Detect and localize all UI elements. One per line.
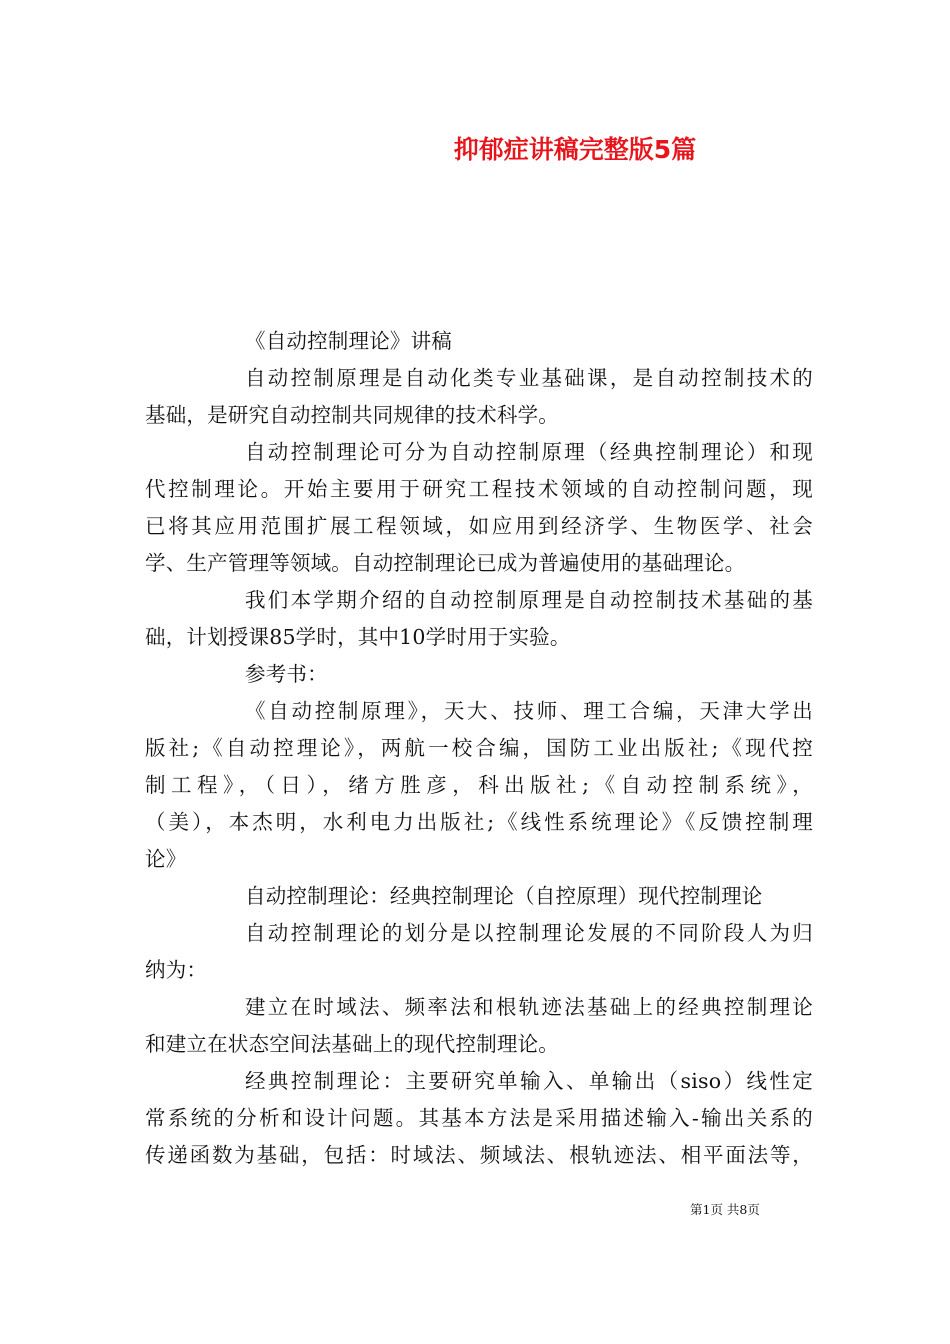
body-line: 自动控制原理是自动化类专业基础课，是自动控制技术的 — [245, 366, 813, 390]
body-line: 传递函数为基础，包括：时域法、频域法、根轨迹法、相平面法等， — [145, 1143, 813, 1167]
body-line: 已将其应用范围扩展工程领域，如应用到经济学、生物医学、社会 — [145, 514, 813, 538]
body-line: 常系统的分析和设计问题。其基本方法是采用描述输入-输出关系的 — [145, 1106, 813, 1130]
body-line: 和建立在状态空间法基础上的现代控制理论。 — [145, 1032, 559, 1056]
body-line: 经典控制理论：主要研究单输入、单输出（siso）线性定 — [245, 1069, 813, 1093]
body-line: 版社;《自动控理论》，两航一校合编，国防工业出版社;《现代控 — [145, 736, 813, 760]
body-line: 参考书： — [245, 662, 328, 686]
body-line: 自动控制理论：经典控制理论（自控原理）现代控制理论 — [245, 884, 763, 908]
body-line: 础，计划授课85学时，其中10学时用于实验。 — [145, 625, 571, 649]
page-number-footer: 第1页 共8页 — [690, 1202, 760, 1217]
section-heading: 《自动控制理论》讲稿 — [245, 329, 452, 353]
document-title: 抑郁症讲稿完整版5篇 — [453, 135, 697, 164]
body-line: 学、生产管理等领域。自动控制理论已成为普遍使用的基础理论。 — [145, 551, 746, 575]
body-line: 论》 — [145, 847, 187, 871]
body-line: 代控制理论。开始主要用于研究工程技术领域的自动控制问题，现 — [145, 477, 813, 501]
body-line: 纳为： — [145, 958, 208, 982]
body-line: 《自动控制原理》，天大、技师、理工合编，天津大学出 — [245, 699, 813, 723]
body-line: 基础，是研究自动控制共同规律的技术科学。 — [145, 403, 559, 427]
body-line: 制工程》，（日），绪方胜彦，科出版社;《自动控制系统》， — [145, 773, 813, 797]
body-line: （美），本杰明，水利电力出版社;《线性系统理论》《反馈控制理 — [145, 810, 813, 834]
body-line: 我们本学期介绍的自动控制原理是自动控制技术基础的基 — [245, 588, 813, 612]
body-line: 自动控制理论的划分是以控制理论发展的不同阶段人为归 — [245, 921, 813, 945]
body-line: 建立在时域法、频率法和根轨迹法基础上的经典控制理论 — [245, 995, 813, 1019]
body-line: 自动控制理论可分为自动控制原理（经典控制理论）和现 — [245, 440, 813, 464]
